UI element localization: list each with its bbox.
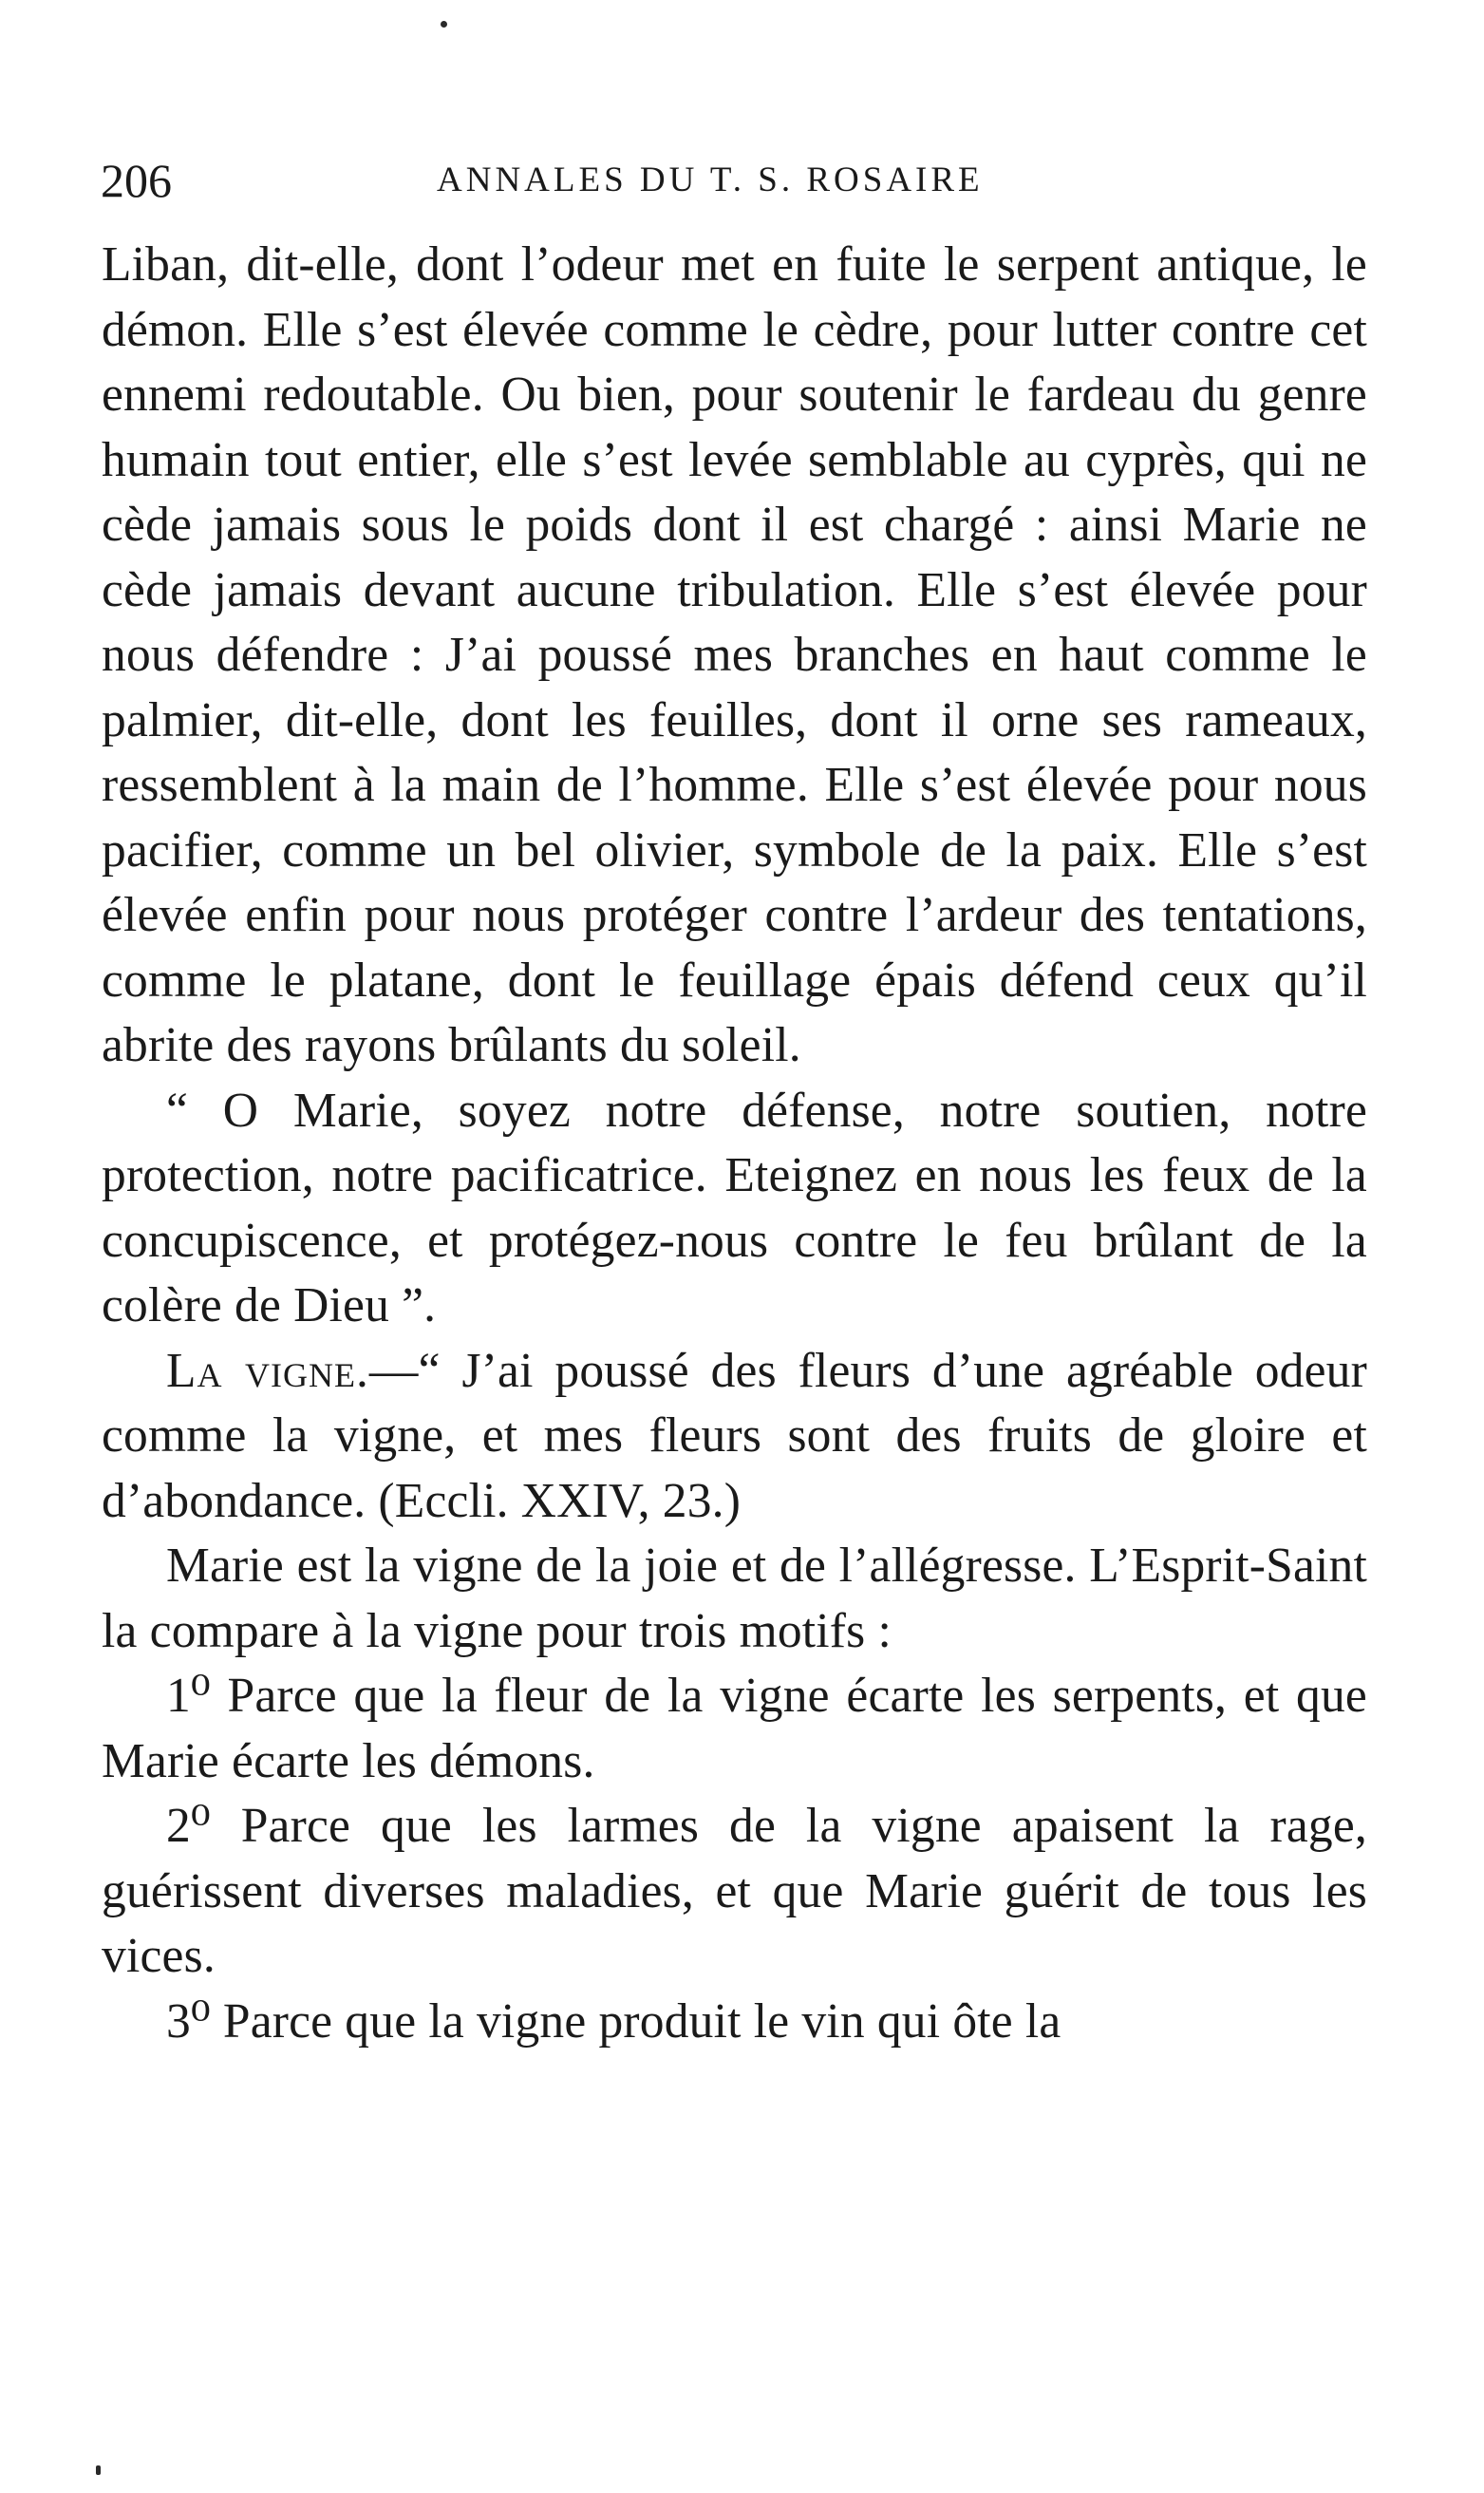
ink-speck [441, 21, 447, 28]
page-header [95, 142, 1386, 218]
paragraph: Liban, dit-elle, dont l’odeur met en fuite le serpent antique, le démon. Elle s’est élevée comme le cèdre, pour lutter contre cet ennemi redoutable. Ou bien, pour soutenir le fardeau du genre humain tout entier, elle s’est levée semblable au cyprès, qui ne cède jamais sous le poids dont il est chargé : ainsi Marie ne cède jamais devant aucune tribulation. Elle s’est élevée pour nous défendre : J’ai poussé mes branches en haut comme le palmier, dit-elle, dont les feuilles, dont il orne ses rameaux, ressemblent à la main de l’homme. Elle s’est élevée pour nous pacifier, comme un bel olivier, symbole de la paix. Elle s’est élevée enfin pour nous protéger contre l’ardeur des tentations, comme le platane, dont le feuillage épais défend ceux qu’il abrite des rayons brûlants du soleil. [102, 237, 1367, 1072]
section-text: —“ J’ai poussé des fleurs d’une agréable odeur comme la vigne, et mes fleurs sont des fruits de gloire et d’abondance. (Eccli. XXIV, 23.) [102, 1343, 1367, 1528]
ink-speck [96, 2465, 101, 2475]
paragraph: “ O Marie, soyez notre défense, notre soutien, notre protection, notre pacificatrice. Eteignez en nous les feux de la concupiscence, et protégez-nous contre le feu brûlant de la colère de Dieu ”. [102, 1083, 1367, 1332]
paragraph: 1⁰ Parce que la fleur de la vigne écarte les serpents, et que Marie écarte les démons. [102, 1669, 1367, 1788]
paragraph: 2⁰ Parce que les larmes de la vigne apaisent la rage, guérissent diverses maladies, et que Marie guérit de tous les vices. [102, 1799, 1367, 1983]
section-heading: La vigne. [166, 1343, 369, 1398]
body-text [102, 233, 1367, 2054]
running-title: ANNALES DU T. S. ROSAIRE [437, 161, 984, 199]
paragraph: Marie est la vigne de la joie et de l’allégresse. L’Esprit-Saint la compare à la vigne pour trois motifs : [102, 1539, 1367, 1658]
paragraph: 3⁰ Parce que la vigne produit le vin qui ôte la [166, 1993, 1061, 2049]
page-number: 206 [101, 154, 172, 207]
paragraph-la-vigne [102, 1339, 1367, 1535]
